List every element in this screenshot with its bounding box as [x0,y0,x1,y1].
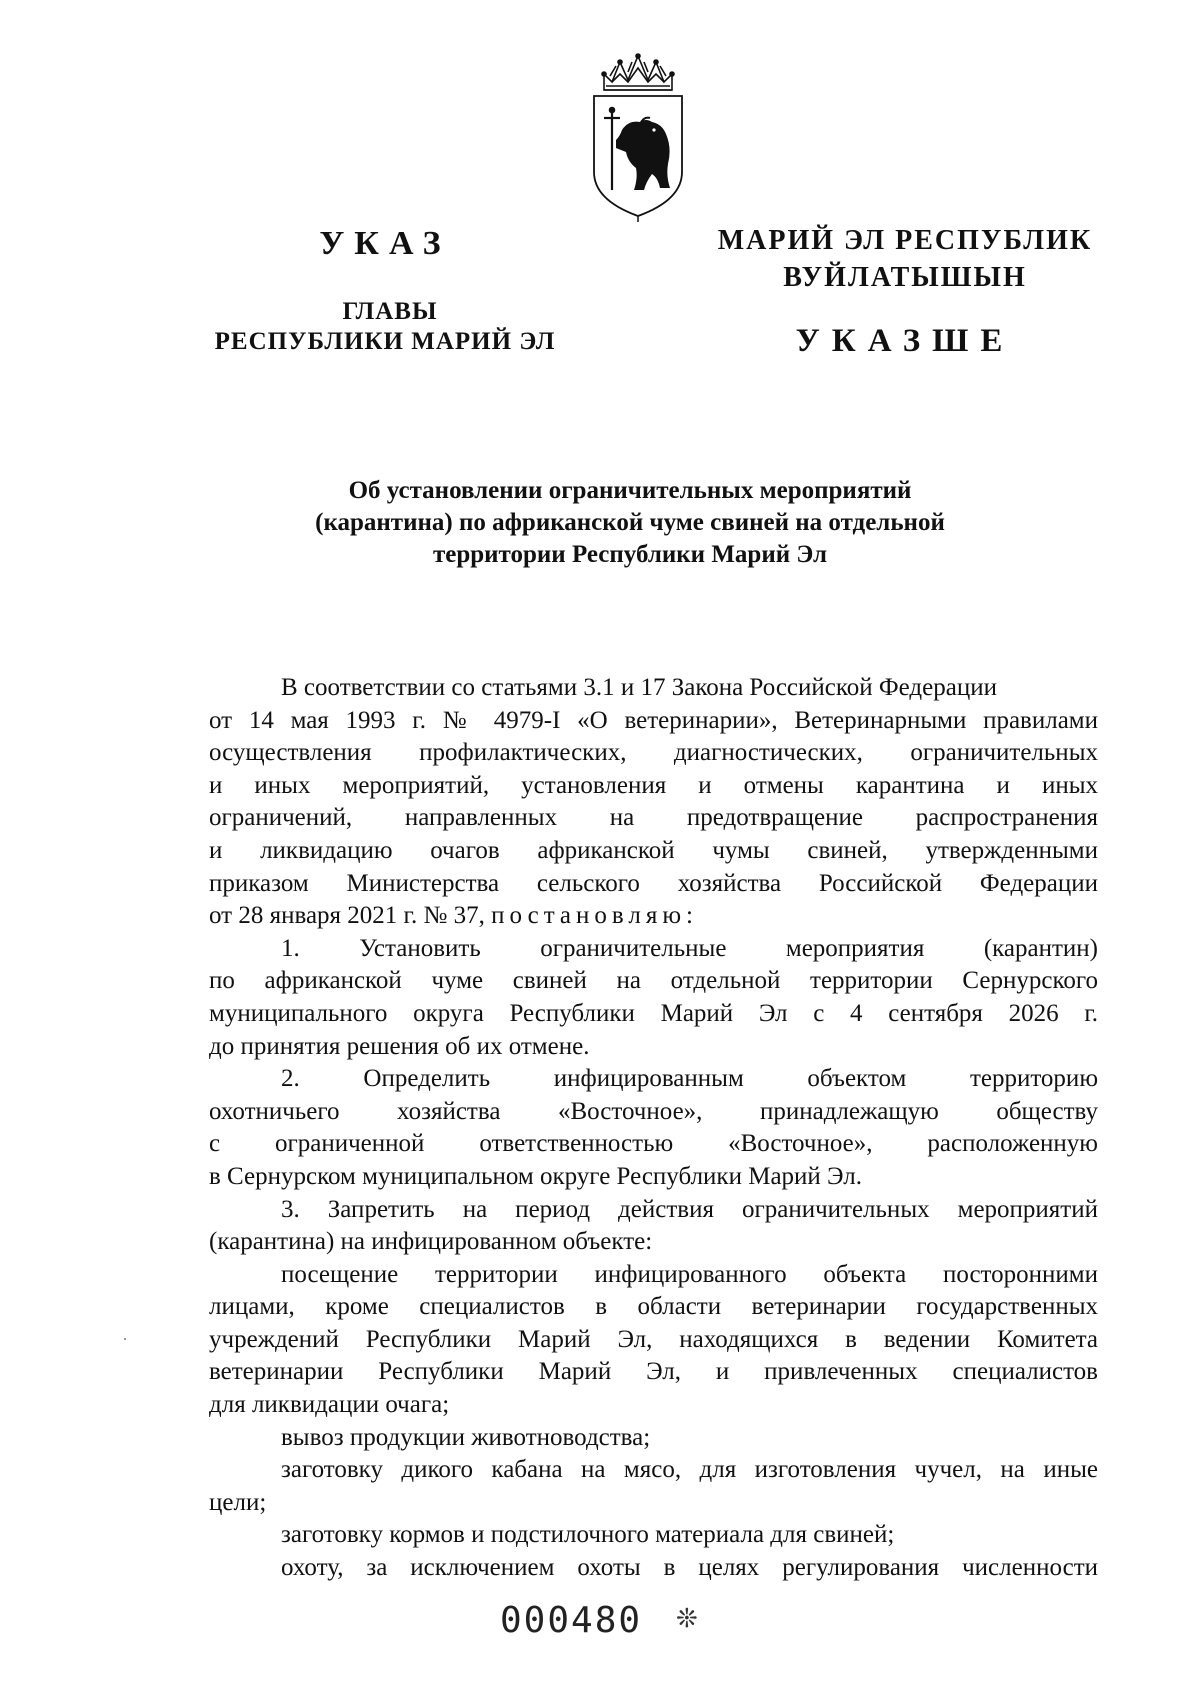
decree-title [250,475,1010,571]
preamble-last-line [209,900,1098,933]
item-2-line: с ограниченной ответственностью «Восточное», расположенную [209,1130,1098,1158]
item-1-line: по африканской чуме свиней на отдельной территории Сернурского [209,967,1098,995]
restriction-boar-line: цели; [209,1488,267,1516]
title-line: Об установлении ограничительных мероприятий [348,477,912,504]
item-1-line: 1. Установить ограничительные мероприятия (карантин) [281,934,1098,962]
item-1-line: до принятия решения об их отмене. [209,1032,590,1060]
restriction-visit-line: ветеринарии Республики Марий Эл, и привлеченных специалистов [209,1358,1098,1386]
restriction-hunting-line: охоту, за исключением охоты в целях регулирования численности [281,1554,1098,1582]
sparkle-mark-icon: ❊ [676,1604,698,1634]
preamble-line: ограничений, направленных на предотвращение распространения [209,804,1098,832]
restriction-visit-line: посещение территории инфицированного объекта посторонними [281,1260,1098,1288]
preamble-line: и иных мероприятий, установления и отмены карантина и иных [209,771,1098,799]
restriction-visit-line: лицами, кроме специалистов в области ветеринарии государственных [209,1293,1098,1321]
header-left-republic: РЕСПУБЛИКИ МАРИЙ ЭЛ [214,328,556,355]
restriction-visit-line: учреждений Республики Марий Эл, находящихся в ведении Комитета [209,1325,1098,1353]
header-right-subtitle: ВУЙЛАТЫШЫН [783,262,1027,293]
preamble-line: и ликвидацию очагов африканской чумы свиней, утвержденными [209,836,1098,864]
item-3-line: 3. Запретить на период действия ограничительных мероприятий [281,1195,1098,1223]
header-right-title: УКАЗШЕ [795,323,1015,359]
item-2-line: 2. Определить инфицированным объектом территорию [281,1065,1098,1093]
decree-verb: постановляю: [491,902,698,930]
restriction-feed-line: заготовку кормов и подстилочного материала для свиней; [281,1521,895,1549]
restriction-boar-line: заготовку дикого кабана на мясо, для изготовления чучел, на иные [281,1456,1098,1484]
header-right-republic: МАРИЙ ЭЛ РЕСПУБЛИК [717,225,1093,256]
title-line: (карантина) по африканской чуме свиней на отдельной [315,509,945,536]
restriction-export-line: вывоз продукции животноводства; [281,1423,651,1451]
header-left-title: УКАЗ [319,225,451,262]
decree-body [209,672,1098,1585]
preamble-line: от 14 мая 1993 г. № 4979-I «О ветеринарии», Ветеринарными правилами [209,706,1098,734]
restriction-visit-line: для ликвидации очага; [209,1391,450,1419]
preamble-last-prefix: от 28 января 2021 г. № 37, [209,902,485,930]
coat-of-arms-icon [582,52,694,222]
header-left-subtitle: ГЛАВЫ [342,298,438,325]
item-2-line: в Сернурском муниципальном округе Республики Марий Эл. [209,1162,862,1190]
item-3-line: (карантина) на инфицированном объекте: [209,1228,653,1256]
scan-speck [124,1338,126,1340]
title-line: территории Республики Марий Эл [432,541,828,568]
item-1-line: муниципального округа Республики Марий Эл с 4 сентября 2026 г. [209,999,1098,1027]
item-2-line: охотничьего хозяйства «Восточное», принадлежащую обществу [209,1097,1098,1125]
preamble-line: осуществления профилактических, диагностических, ограничительных [209,739,1098,767]
preamble-line: приказом Министерства сельского хозяйства Российской Федерации [209,869,1098,897]
document-serial-number: 000480 [500,1600,643,1641]
preamble-line: В соответствии со статьями 3.1 и 17 Закона Российской Федерации [281,674,997,701]
